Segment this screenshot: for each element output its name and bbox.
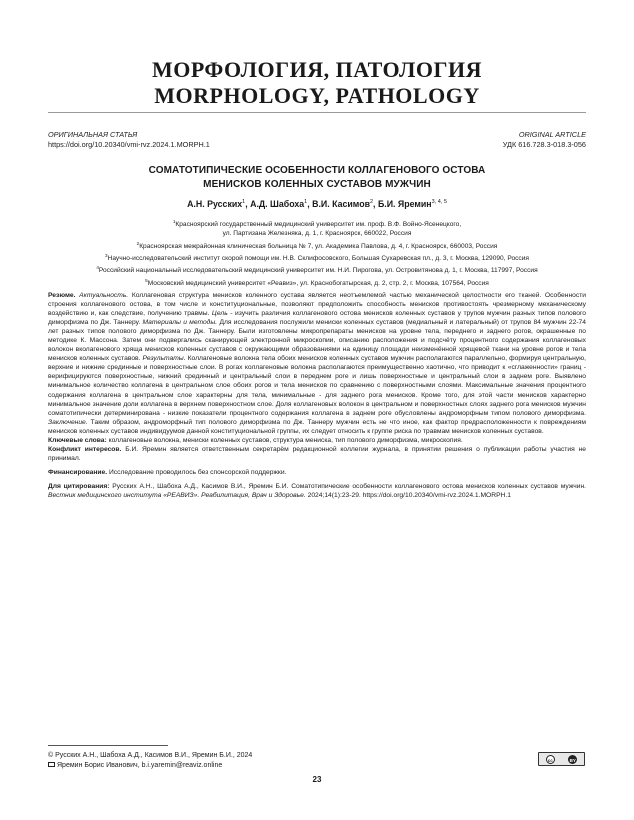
doi-link[interactable]: https://doi.org/10.20340/vmi-rvz.2024.1.MORPH.1 [48, 140, 210, 149]
affiliation: $^2$Красноярская межрайонная клиническая больница № 7, ул. Академика Павлова, д. 4, г. Красноярск, 660003, Россия [136, 240, 498, 250]
author-affil-ref: 1 [242, 199, 246, 206]
article-title-line: СОМАТОТИПИЧЕСКИЕ ОСОБЕННОСТИ КОЛЛАГЕНОВОГО ОСТОВА [148, 165, 486, 176]
cc-license-badge[interactable] [538, 752, 585, 766]
header-divider [48, 112, 586, 113]
affiliation: $^3$Научно-исследовательский институт скорой помощи им. Н.В. Склифосовского, Большая Сухаревская пл., д. 3, г. Москва, 129090, Россия [105, 252, 529, 263]
article-title [70, 164, 564, 192]
affiliation: $^4$Российский национальный исследовательский медицинский университет им. Н.И. Пирогова, ул. Островитянова д. 1, г. Москва, 117997, Россия [96, 265, 538, 275]
abstract-text: Резюме. Актуальность. Коллагеновая структура менисков коленного сустава является неотъемлемой частью механической целостности его тканей. Особенности строения коллагенового остова, в том числе и конституциональные, позволяют предположить способность менисков противостоять чрезмерному механическому воздействию и, как следствие, получению травмы. Цель - изучить различия коллагенового остова менисков коленных суставов у трупов мужчин разных типов полового диморфизма по Дж. Таннеру. Материалы и методы. Для исследования послужили мениски коленных суставов (медиальный и латеральный) от трупов 84 мужчин 22-74 лет разных типов полового диморфизма по Дж. Таннеру. Были изготовлены микропрепараты менисков на уровне тела, переднего и заднего рогов, окрашенные по методике К. Массона. Затем они подвергались сканирующей электронной микроскопии, описанию расположения и подсчёту процентного содержания коллагеновых волокон вколагенового хряща менисков коленных суставов с окружающими образованиями на единицу площади неизменённой хрящевой ткани на уровне рогов и тела менисков коленных суставов. Результаты. Коллагеновые волокна тела обоих менисков коленных суставов мужчин располагаются параллельно, формируя центральную, верхние и нижние срединные и поверхностные слои. В рогах коллагеновые волокна располагаются преимущественно хаотично, что приводит к «сглаженности» границ - верифицируются поверхностные, нижний срединный и центральный слои в переднем роге и лишь поверхностные и центральный слои в заднем роге. Выявлено минимальное количество коллагена в центральном слое обоих рогов и тела менисков по сравнению с поверхностными слоями. Максимальные значения процентного содержания коллагена в центральном слое характерны для тела, минимальные - для заднего рога менисков. Кроме того, для этой части менисков характерно минимальное значение доли коллагена в верхнем поверхностном слое. Доля коллагеновых волокон в центральном и поверхностных слоях заднего рога менисков мужчин соматотипически детерминирована - низкие показатели процентного содержания коллагена в заднем роге обусловлены андроморфным типом полового диморфизма. Заключение. Таким образом, андроморфный тип полового диморфизма по Дж. Таннеру мужчин есть не что иное, как фактор предрасположенности к повреждениям менисков коленных суставов индивидуумов данной конституциональной группы, их следует относить к группе риска по травмам менисков коленных суставов. [48, 292, 586, 435]
copyright: © Русских А.Н., Шабоха А.Д., Касимов В.И., Яремин Б.И., 2024 [48, 752, 253, 759]
author-affil-ref: 3, 4, 5 [431, 199, 447, 206]
affiliation: $^1$Красноярский государственный медицинский университет им. проф. В.Ф. Войно-Ясенецкого, [172, 219, 462, 229]
footer [48, 751, 252, 771]
affiliation: $^5$Московский медицинский университет «Реавиз», ул. Краснобогатырская, д. 2, стр. 2, г. Москва, 107564, Россия [145, 277, 489, 287]
article-title-line: МЕНИСКОВ КОЛЕННЫХ СУСТАВОВ МУЖЧИН [203, 179, 431, 190]
author-name: А.Д. Шабоха [250, 199, 305, 209]
article-meta-left [48, 130, 210, 150]
affiliation-list [48, 217, 586, 288]
conflict-of-interest: Конфликт интересов. Б.И. Яремин является ответственным секретарём редакционной коллегии журнала, в принятии решения о публикации работы участия не принимал. [48, 445, 586, 462]
article-type-ru: ОРИГИНАЛЬНАЯ СТАТЬЯ [48, 130, 138, 139]
author-name: А.Н. Русских [187, 199, 243, 209]
envelope-icon [48, 762, 55, 767]
footer-divider [48, 745, 168, 746]
udc-code: УДК 616.728.3-018.3-056 [502, 140, 586, 149]
article-meta-right [503, 130, 586, 150]
funding: Финансирование. Исследование проводилось без спонсорской поддержки. [48, 468, 287, 476]
author-name: Б.И. Яремин [377, 199, 432, 209]
cc-icon: cc [546, 755, 555, 764]
keywords: Ключевые слова: коллагеновые волокна, мениски коленных суставов, структура мениска, тип полового диморфизма, микроскопия. [48, 436, 463, 444]
by-icon: BY [568, 755, 577, 764]
corresponding-author: Яремин Борис Иванович, b.i.yaremin@reaviz.online [48, 761, 252, 771]
author-name: В.И. Касимов [312, 199, 370, 209]
affiliation: ул. Партизана Железняка, д. 1, г. Красноярск, 660022, Россия [222, 230, 412, 238]
page-number: 23 [312, 775, 322, 784]
author-affil-ref: 1 [304, 199, 308, 206]
author-affil-ref: 2 [369, 199, 374, 206]
author-list: А.Н. Русских$^1$, А.Д. Шабоха$^1$, В.И. Касимов$^2$, Б.И. Яремин$^{3, 4, 5}$ [187, 199, 447, 209]
section-title-en: MORPHOLOGY, PATHOLOGY [154, 83, 480, 108]
article-type-en: ORIGINAL ARTICLE [518, 130, 586, 139]
abstract-block [48, 291, 586, 500]
citation: Для цитирования: Русских А.Н., Шабоха А.Д., Касимов В.И., Яремин Б.И. Соматотипические особенности коллагенового остова менисков коленных суставов мужчин. Вестник медицинского института «РЕАВИЗ». Реабилитация, Врач и Здоровье. 2024;14(1):23-29. https://doi.org/10.20340/vmi-rvz.2024.1.MORPH.1 [48, 482, 587, 499]
section-title-ru: МОРФОЛОГИЯ, ПАТОЛОГИЯ [151, 57, 483, 82]
